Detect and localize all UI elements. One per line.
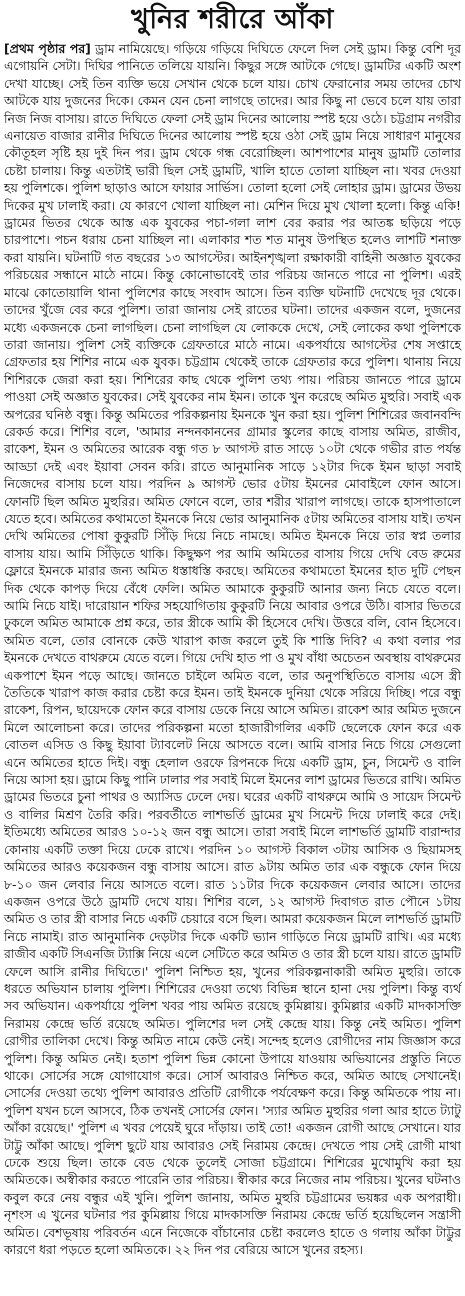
article-headline: খুনির শরীরে আঁকা xyxy=(131,4,334,35)
article-paragraph xyxy=(4,40,461,1258)
article-body xyxy=(4,40,461,1258)
continued-from-label: [প্রথম পৃষ্ঠার পর] xyxy=(4,41,91,56)
article-text: ড্রাম নামিয়েছে। গড়িয়ে গড়িয়ে দিঘিতে ফেলে দিল সেই ড্রাম। কিন্তু বেশি দূর এগোয়নি সেটা। দিঘির পানিতে তলিয়ে যায়নি। কিছুর সঙ্গে আটকে গেছে। ড্রামটির একটি অংশ দেখা যাচ্ছে। সেই তিন ব্যক্তি ভয়ে সেখান থেকে চলে যায়। চোখ ফেরানোর সময় তাদের চোখ আটকে যায় দুজনের দিকে। কেমন যেন চেনা লাগছে তাদের। আর কিছু না ভেবে চলে যায় তারা নিজ নিজ বাসায়। রাতে দিঘিতে ফেলা সেই ড্রাম দিনের আলোয় স্পষ্ট হয়ে ওঠে। চট্টগ্রাম নগরীর এনায়েত বাজার রানীর দিঘিতে দিনের আলোয় স্পষ্ট হয়ে ওঠা সেই ড্রাম নিয়ে সাধারণ মানুষের কৌতূহল সৃষ্টি হয় দুই দিন পর। ড্রাম থেকে গন্ধ বেরোচ্ছিল। আশপাশের মানুষ ড্রামটি তোলার চেষ্টা চালায়। কিন্তু এতটাই ভারী ছিল সেই ড্রামটি, খালি হাতে তোলা যাচ্ছিল না। খবর দেওয়া হয় পুলিশকে। পুলিশ ছাড়াও আসে ফায়ার সার্ভিস। তোলা হলো সেই লোহার ড্রাম। ড্রামের উভয় দিকের মুখ ঢালাই করা। যে কারণে খোলা যাচ্ছিল না। মেশিন দিয়ে মুখ খোলা হলো। কিন্তু একি! ড্রামের ভিতর থেকে আস্ত এক যুবকের পচা-গলা লাশ বের করার পর আতঙ্ক ছড়িয়ে পড়ে চারপাশে। পচন ধরায় চেনা যাচ্ছিল না। এলাকার শত শত মানুষ উপস্থিত হলেও লাশটি শনাক্ত করা যায়নি। ঘটনাটি গত বছরের ১৩ আগস্টের। আইনশৃঙ্খলা রক্ষাকারী বাহিনী অজ্ঞাত যুবকের পরিচয়ের সন্ধানে মাঠে নামে। কিন্তু কোনোভাবেই তার পরিচয় জানতে পারে না পুলিশ। এরই মাঝে কোতোয়ালি থানা পুলিশের কাছে সংবাদ আসে। তিন ব্যক্তি ঘটনাটি দেখেছে দূর থেকে। তাদের খুঁজে বের করে পুলিশ। তারা জানায় সেই রাতের ঘটনা। তাদের একজন বলে, দুজনের মধ্যে একজনকে চেনা লাগছিল। চেনা লাগছিল যে লোককে দেখে, সেই লোকের কথা পুলিশকে তারা জানায়। পুলিশ সেই ব্যক্তিকে গ্রেফতারে মাঠে নামে। একপর্যায়ে আগস্টের শেষ সপ্তাহে গ্রেফতার হয় শিশির নামে এক যুবক। চট্টগ্রাম থেকেই তাকে গ্রেফতার করে পুলিশ। থানায় নিয়ে শিশিরকে জেরা করা হয়। শিশিরের কাছ থেকে পুলিশ তথ্য পায়। পরিচয় জানতে পারে ড্রামে পাওয়া সেই অজ্ঞাত যুবকের। সেই যুবকের নাম ইমন। তাকে খুন করেছে অমিত মুহুরি। সবাই এক অপরের ঘনিষ্ঠ বন্ধু। কিন্তু অমিতের পরিকল্পনায় ইমনকে খুন করা হয়। পুলিশ শিশিরের জবানবন্দি রেকর্ড করে। শিশির বলে, 'আমার নন্দনকাননের গ্রামার স্কুলের কাছে বাসায় অমিত, রাজীব, রাকেশ, ইমন ও অমিতের আরেক বন্ধু গত ৮ আগস্ট রাত সাড়ে ১০টা থেকে গভীর রাত পর্যন্ত আড্ডা দেই এবং ইয়াবা সেবন করি। রাতে আনুমানিক সাড়ে ১২টার দিকে ইমন ছাড়া সবাই নিজেদের বাসায় চলে যায়। পরদিন ৯ আগস্ট ভোর ৫টায় ইমনের মোবাইলে ফোন আসে। ফোনটি ছিল অমিত মুহুরির। অমিত ফোনে বলে, তার শরীর খারাপ লাগছে। তাকে হাসপাতালে যেতে হবে। অমিতের কথামতো ইমনকে নিয়ে ভোর আনুমানিক ৫টায় অমিতের বাসায় যাই। তখন দেখি অমিতের পোষা কুকুরটি সিঁড়ি দিয়ে নিচে নামছে। অমিত ইমনকে নিয়ে তার স্বপ্ন তলার বাসায় যায়। আমি সিঁড়িতে থাকি। কিছুক্ষণ পর আমি অমিতের বাসায় গিয়ে দেখি বেড রুমের ফ্লোরে ইমনকে মারার জন্য অমিত ধস্তাধস্তি করছে। অমিতের কথামতো ইমনের হাত দুটি পেছন দিক থেকে কাপড় দিয়ে বেঁধে ফেলি। অমিত আমাকে কুকুরটি আনার জন্য নিচে যেতে বলে। আমি নিচে যাই। দারোয়ান শফির সহযোগিতায় কুকুরটি নিয়ে আবার ওপরে উঠি। বাসার ভিতরে ঢুকলে অমিত আমাকে প্রশ্ন করে, তার স্ত্রীকে আমি কী হিসেবে দেখি। উত্তরে বলি, বোন হিসেবে। অমিত বলে, তোর বোনকে কেউ খারাপ কাজ করলে তুই কি শাস্তি দিবি? এ কথা বলার পর ইমনকে দেখতে বাথরুমে যেতে বলে। গিয়ে দেখি হাত পা ও মুখ বাঁধা অচেতন অবস্থায় বাথরুমের একপাশে ইমন পড়ে আছে। জানতে চাইলে অমিত বলে, তার অনুপস্থিতিতে বাসায় এসে স্ত্রী তৈতিকে খারাপ কাজ করার চেষ্টা করে ইমন। তাই ইমনকে দুনিয়া থেকে সরিয়ে দিচ্ছি। পরে বন্ধু রাকেশ, রিপন, ছায়েদকে ফোন করে বাসায় ডেকে নিয়ে আসে অমিত। রাকেশ আর অমিত দুজনে মিলে আলোচনা করে। তাদের পরিকল্পনা মতো হাজারীগলির একটি ছেলেকে ফোন করে এক বোতল এসিড ও কিছু ইয়াবা ট্যাবলেট নিয়ে আসতে বলে। আমি বাসার নিচে গিয়ে সেগুলো এনে অমিতের হাতে দিই। বন্ধু হেলাল ওরফে রিপনকে দিয়ে একটি ড্রাম, চুন, সিমেন্ট ও বালি নিয়ে আসা হয়। ড্রামে কিছু পানি ঢালার পর সবাই মিলে ইমনের লাশ ড্রামের ভিতরে রাখি। অমিত ড্রামের ভিতরে চুনা পাথর ও অ্যাসিড ঢেলে দেয়। ঘরের একটি বাথরুমে আমি ও সায়েদ সিমেন্ট ও বালির মিশ্রণ তৈরি করি। পরবর্তীতে লাশভর্তি ড্রামের মুখ সিমেন্ট দিয়ে ঢালাই করে দেই। ইতিমধ্যে অমিতের আরও ১০-১২ জন বন্ধু আসে। তারা সবাই মিলে লাশভর্তি ড্রামটি বারান্দার কোনায় একটি তক্তা দিয়ে ঢেকে রাখে। পরদিন ১০ আগস্ট বিকাল ৩টায় আসিক ও ছিয়ামসহ অমিতের আরও কয়েকজন বন্ধু বাসায় আসে। রাত ৯টায় অমিত তার এক বন্ধুকে ফোন দিয়ে ৮-১০ জন লেবার নিয়ে আসতে বলে। রাত ১১টার দিকে কয়েকজন লেবার আসে। তাদের একজন ওপরে উঠে ড্রামটি দেখে যায়। শিশির বলে, ১২ আগস্ট দিবাগত রাত পৌনে ১টায় অমিত ও তার স্ত্রী বাসার নিচে একটি চেয়ারে বসে ছিল। আমরা কয়েকজন মিলে লাশভর্তি ড্রামটি নিচে নামাই। রাত আনুমানিক দেড়টার দিকে একটি ভ্যান গাড়িতে নিয়ে ড্রামটি রাখি। এর মধ্যে রাজীব একটি সিএনজি ট্যাক্সি নিয়ে এলে সেটিতে করে অমিত ও তার স্ত্রী চলে যায়। রাতে ড্রামটি ফেলে আসি রানীর দিঘিতে।' পুলিশ নিশ্চিত হয়, খুনের পরিকল্পনাকারী অমিত মুহুরি। তাকে ধরতে অভিযান চালায় পুলিশ। শিশিরের দেওয়া তথ্যে বিভিন্ন স্থানে হানা দেয় পুলিশ। কিন্তু ব্যর্থ সব অভিযান। একপর্যায়ে পুলিশ খবর পায় অমিত রয়েছে কুমিল্লায়। কুমিল্লার একটি মাদকাসক্তি নিরাময় কেন্দ্রে ভর্তি রয়েছে অমিত। পুলিশের দল সেই কেন্দ্রে যায়। কিন্তু নেই অমিত। পুলিশ রোগীর তালিকা দেখে। কিন্তু অমিত নামে কেউ নেই। সন্দেহ হলেও রোগীদের নাম জিজ্ঞাস করে পুলিশ। কিন্তু অমিত নেই। হতাশ পুলিশ ভিন্ন কোনো উপায়ে যাওয়ায় অভিযানের প্রস্তুতি নিতে থাকে। সোর্সের সঙ্গে যোগাযোগ করে। সোর্স আবারও নিশ্চিত করে, অমিত আছে সেখানেই। সোর্সের দেওয়া তথ্যে পুলিশ আবারও প্রতিটি রোগীকে পর্যবেক্ষণ করে। কিন্তু অমিতকে পায় না। পুলিশ যখন চলে আসবে, ঠিক তখনই সোর্সের ফোন। 'স্যার অমিত মুহুরির গলা আর হাতে ট্যাটু আঁকা রয়েছে।' পুলিশ এ খবর পেয়েই ঘুরে দাঁড়ায়। তাই তো! একজন রোগী আছে সেখানে। যার টাট্টু আঁকা আছে। পুলিশ ছুটে যায় আবারও সেই নিরাময় কেন্দ্রে। দেখতে পায় সেই রোগী মাথা ঢেকে শুয়ে ছিল। তাকে বেড থেকে তুলেই সোজা চট্টগ্রামে। শিশিরের মুখোমুখি করা হয় অমিতকে। অস্বীকার করতে পারেনি তার পরিচয়। স্বীকার করে নিজের নাম পরিচয়। খুনের ঘটনাও কবুল করে নেয় বন্ধুর এই খুনি। পুলিশ জানায়, অমিত মুহুরি চট্টগ্রামের ভয়ঙ্কর এক অপরাধী। নৃশংস এ খুনের ঘটনার পর কুমিল্লায় গিয়ে মাদকাসক্তি নিরাময় কেন্দ্রে ভর্তি হয়েছিলেন সন্ত্রাসী অমিত। বেশভূষায় পরিবর্তন এনে নিজেকে বাঁচানোর চেষ্টা করলেও হাতে ও গলায় আঁকা টাট্টুর কারণে ধরা পড়তে হলো অমিতকে। ২২ দিন পর বেরিয়ে আসে খুনের রহস্য। xyxy=(4,41,461,1258)
